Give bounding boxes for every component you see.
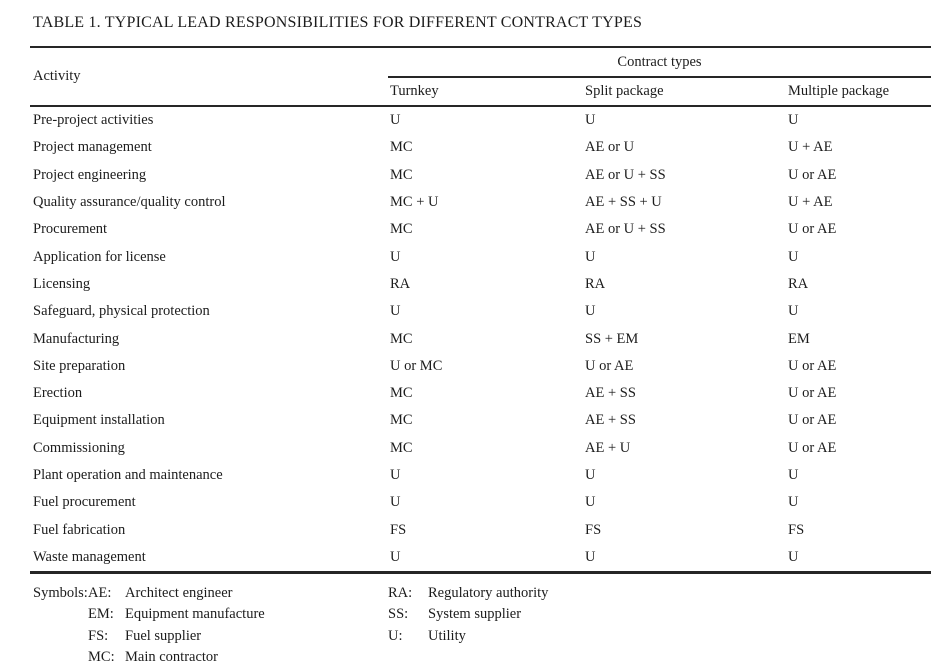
table-row [30,134,931,161]
activity-cell: Site preparation [33,357,126,374]
symbol-abbr [388,647,428,669]
activity-cell: Project engineering [33,166,147,183]
multiple-package-cell: U or AE [788,439,837,456]
contract-types-header-group [388,48,931,105]
activity-cell: Commissioning [33,439,125,456]
split-package-cell: AE + U [585,439,631,456]
multiple-package-cell: U or AE [788,385,837,402]
table-body [30,107,931,571]
activity-cell: Waste management [33,548,146,565]
table-row [30,298,931,325]
table-row [30,243,931,270]
activity-cell: Procurement [33,221,108,238]
turnkey-cell: MC [390,139,413,156]
activity-cell: Fuel procurement [33,494,136,511]
symbols-label-spacer [33,626,88,648]
multiple-package-cell: RA [788,275,809,292]
symbol-meaning: System supplier [428,606,522,623]
split-package-cell: SS + EM [585,330,639,347]
activity-cell: Fuel fabrication [33,521,126,538]
multiple-package-cell: U or AE [788,357,837,374]
multiple-package-cell: U + AE [788,139,833,156]
multiple-package-cell: U + AE [788,194,833,211]
column-header-multiple-package: Multiple package [788,82,890,99]
split-package-cell: RA [585,275,606,292]
column-header-split-package: Split package [585,82,664,99]
contract-type-column-labels [388,78,931,106]
turnkey-cell: RA [390,275,411,292]
turnkey-cell: U [390,548,401,565]
table-row [30,462,931,489]
multiple-package-cell: U [788,548,799,565]
activity-cell: Plant operation and maintenance [33,467,223,483]
split-package-cell: U [585,467,596,483]
turnkey-cell: U [390,494,401,511]
turnkey-cell: U [390,467,401,483]
activity-cell: Application for license [33,248,166,265]
table-header [30,48,931,105]
turnkey-cell: FS [390,521,407,538]
multiple-package-cell: U [788,494,799,511]
activity-cell: Quality assurance/quality control [33,194,226,211]
multiple-package-cell: EM [788,330,810,347]
turnkey-cell: MC [390,385,413,402]
symbols-label: Symbols: [33,584,88,601]
activity-cell: Project management [33,139,152,156]
responsibilities-table [30,46,931,574]
symbols-legend [30,583,928,669]
table-row [30,162,931,189]
turnkey-cell: MC [390,221,413,238]
table-row [30,380,931,407]
table-row [30,407,931,434]
symbol-meaning: Architect engineer [125,584,233,601]
table-row [30,325,931,352]
contract-types-spanner-label: Contract types [617,53,702,70]
turnkey-cell: MC [390,166,413,183]
split-package-cell: AE + SS + U [585,194,662,211]
table-row [30,107,931,134]
symbol-abbr: U: [388,627,403,644]
turnkey-cell: U [390,303,401,320]
symbol-abbr: AE: [88,584,112,601]
table-row [30,544,931,571]
multiple-package-cell: FS [788,521,805,538]
symbol-meaning: Main contractor [125,649,219,666]
multiple-package-cell: U or AE [788,166,837,183]
activity-column-header: Activity [33,68,81,84]
table-row [30,435,931,462]
turnkey-cell: MC [390,330,413,347]
activity-cell: Equipment installation [33,412,165,429]
turnkey-cell: MC [390,439,413,456]
split-package-cell: AE or U [585,139,635,156]
split-package-cell: AE or U + SS [585,221,666,238]
activity-cell: Manufacturing [33,330,120,347]
turnkey-cell: MC + U [390,194,439,211]
bottom-rule [30,571,931,574]
multiple-package-cell: U [788,303,799,320]
activity-cell: Licensing [33,275,91,292]
activity-cell: Safeguard, physical protection [33,303,210,320]
table-row [30,489,931,516]
symbols-label-spacer [33,647,88,669]
split-package-cell: AE or U + SS [585,166,666,183]
split-package-cell: AE + SS [585,412,636,429]
turnkey-cell: U [390,248,401,265]
symbol-abbr: FS: [88,627,109,644]
table-row [30,189,931,216]
symbol-abbr: EM: [88,606,114,623]
symbol-abbr: MC: [88,649,115,666]
symbol-abbr: SS: [388,606,409,623]
multiple-package-cell: U [788,248,799,265]
column-header-turnkey: Turnkey [390,82,439,99]
multiple-package-cell: U [788,112,799,129]
turnkey-cell: U [390,112,401,129]
split-package-cell: U [585,112,596,129]
table-title: TABLE 1. TYPICAL LEAD RESPONSIBILITIES FOR DIFFERENT CONTRACT TYPES [33,14,643,31]
symbol-meaning [428,647,928,669]
symbol-meaning: Fuel supplier [125,627,202,644]
table-row [30,271,931,298]
split-package-cell: FS [585,521,602,538]
split-package-cell: U [585,548,596,565]
activity-cell: Pre-project activities [33,112,154,129]
multiple-package-cell: U [788,467,799,483]
table-row [30,216,931,243]
turnkey-cell: U or MC [390,357,443,374]
split-package-cell: U [585,248,596,265]
table-row [30,353,931,380]
symbols-label-spacer [33,604,88,626]
symbol-meaning: Utility [428,627,466,644]
split-package-cell: AE + SS [585,385,636,402]
multiple-package-cell: U or AE [788,221,837,238]
turnkey-cell: MC [390,412,413,429]
split-package-cell: U or AE [585,357,634,374]
symbol-meaning: Equipment manufacture [125,606,265,623]
split-package-cell: U [585,494,596,511]
multiple-package-cell: U or AE [788,412,837,429]
symbol-meaning: Regulatory authority [428,584,549,601]
symbol-abbr: RA: [388,584,413,601]
table-row [30,516,931,543]
activity-cell: Erection [33,385,83,402]
split-package-cell: U [585,303,596,320]
